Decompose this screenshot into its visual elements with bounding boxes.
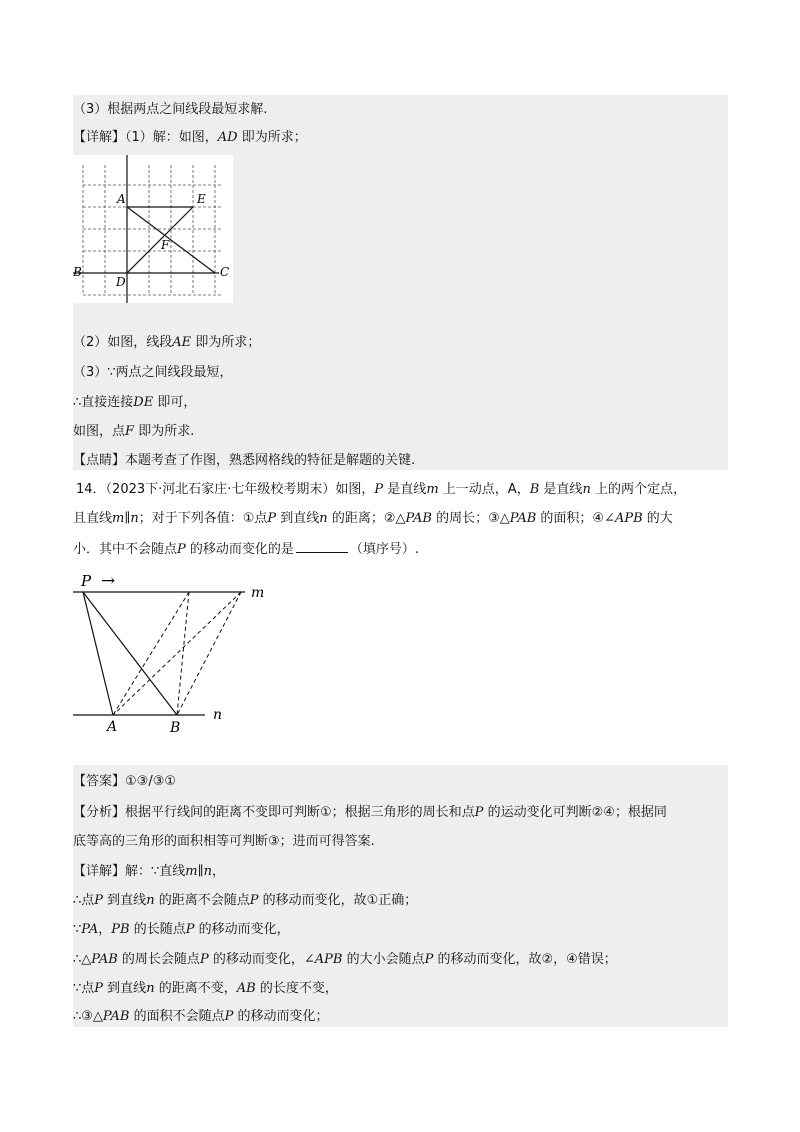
detail-line-5: ∵点P 到直线n 的距离不变，AB 的长度不变， <box>73 981 338 996</box>
label-D: D <box>116 275 126 289</box>
parallel-lines-figure <box>73 568 273 738</box>
part3-line-b: ∴直接连接DE 即可， <box>73 395 197 410</box>
detail-line-4: ∴△PAB 的周长会随点P 的移动而变化，∠APB 的大小会随点P 的移动而变化，故②，④错误； <box>73 952 617 967</box>
answer-line: 【答案】①③/③① <box>73 774 177 789</box>
answer-blank[interactable] <box>296 540 348 553</box>
comment-line: 【点睛】本题考查了作图，熟悉网格线的特征是解题的关键. <box>73 453 416 468</box>
part2-line: （2）如图，线段AE 即为所求； <box>73 335 261 350</box>
label-P: P <box>81 572 92 590</box>
arrow-right-icon: → <box>101 571 116 591</box>
label-m: m <box>251 585 265 601</box>
segment-PB <box>83 592 177 715</box>
label-n: n <box>213 707 223 723</box>
detail-line-6: ∴③△PAB 的面积不会随点P 的移动而变化； <box>73 1009 329 1024</box>
label-A: A <box>117 192 126 206</box>
part3-line-a: （3）∵两点之间线段最短， <box>73 365 233 380</box>
part3-line-c: 如图，点F 即为所求. <box>73 424 195 439</box>
label-F: F <box>161 238 170 252</box>
detail-line-3: ∵PA，PB 的长随点P 的移动而变化， <box>73 922 290 937</box>
analysis-line-2: 底等高的三角形的面积相等可判断③；进而可得答案. <box>73 834 375 849</box>
q14-line-2: 且直线m∥n；对于下列各值：①点P 到直线n 的距离；②△PAB 的周长；③△PAB 的面积；④∠APB 的大 <box>73 511 673 526</box>
part3-hint: （3）根据两点之间线段最短求解. <box>73 102 268 117</box>
detail-line-2: ∴点P 到直线n 的距离不会随点P 的移动而变化，故①正确； <box>73 893 418 908</box>
label-E: E <box>197 192 206 206</box>
q14-line-3: 小．其中不会随点P 的移动而变化的是 （填序号）. <box>73 542 420 557</box>
label-B: B <box>170 720 181 736</box>
detail-line-1: 【详解】解：∵直线m∥n， <box>73 864 226 879</box>
dashed-segments <box>113 592 241 715</box>
label-C: C <box>220 265 230 279</box>
label-B: B <box>73 265 82 279</box>
q14-line-1: 14．（2023下·河北石家庄·七年级校考期末）如图，P 是直线m 上一动点，A，B 是直线n 上的两个定点， <box>76 482 686 497</box>
detail-line: 【详解】（1）解：如图，AD 即为所求； <box>73 130 307 145</box>
label-A: A <box>107 719 118 735</box>
analysis-line-1: 【分析】根据平行线间的距离不变即可判断①；根据三角形的周长和点P 的运动变化可判断②④；根据同 <box>73 805 667 820</box>
segment-PA <box>83 592 113 715</box>
grid-figure <box>73 155 233 303</box>
